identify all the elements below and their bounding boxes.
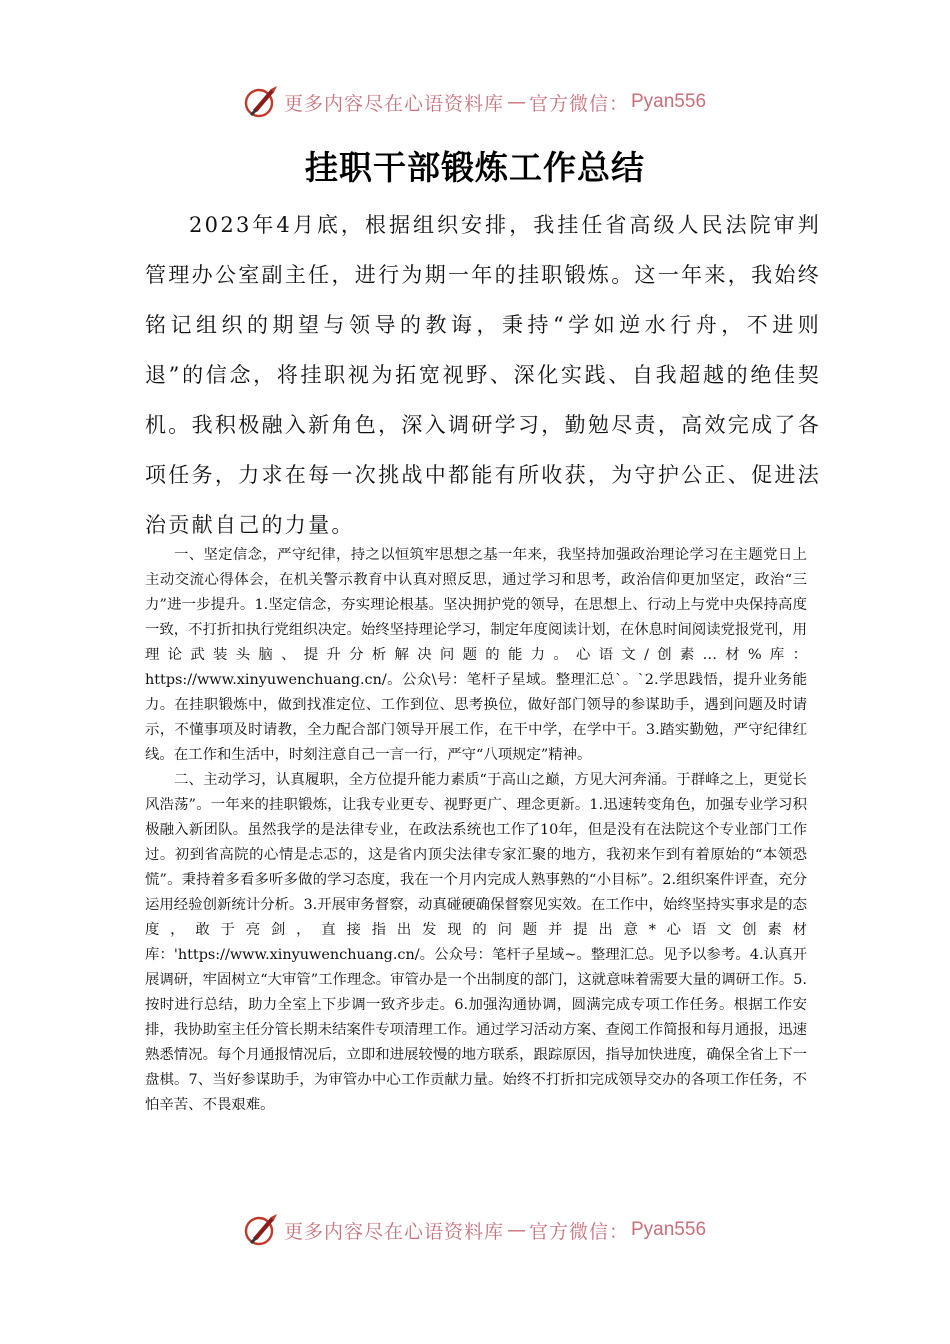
banner-label: 官方微信： (528, 1220, 629, 1243)
page-title: 挂职干部锻炼工作总结 (305, 148, 645, 187)
banner-separator: — (506, 91, 526, 113)
paragraph-section-two: 二、主动学习，认真履职，全方位提升能力素质“于高山之巅，方见大河奔涌。于群峰之上，更觉长风浩荡”。一年来的挂职锻炼，让我专业更专、视野更广、理念更新。1.迅速转变角色，加强专业学习积极融入新团队。虽然我学的是法律专业，在政法系统也工作了10年，但是没有在法院这个专业部门工作过。初到省高院的心情是忐忑的，这是省内顶尖法律专家汇聚的地方，我初来乍到有着原始的“本领恐慌”。秉持着多看多听多做的学习态度，我在一个月内完成人熟事熟的“小目标”。2.组织案件评查，充分运用经验创新统计分析。3.开展审务督察，动真碰硬确保督察见实效。在工作中，始终坚持实事求是的态度，敢于亮剑，直接指出发现的问题并提出意*心语文创素材库：'https://www.xinyuwenchuang.cn/。公众号：笔杆子星域~。整理汇总。见予以参考。4.认真开展调研，牢固树立“大审管”工作理念。审管办是一个出制度的部门，这就意味着需要大量的调研工作。5.按时进行总结，助力全室上下步调一致齐步走。6.加强沟通协调，圆满完成专项工作任务。根据工作安排，我协助室主任分管长期未结案件专项清理工作。通过学习活动方案、查阅工作简报和每月通报，迅速熟悉情况。每个月通报情况后，立即和进展较慢的地方联系，跟踪原因，指导加快进度，确保全省上下一盘棋。7、当好参谋助手，为审管办中心工作贡献力量。始终不打折扣完成领导交办的各项工作任务，不怕辛苦、不畏艰难。 (145, 772, 807, 1113)
banner-separator: — (506, 1219, 526, 1241)
header-banner (0, 80, 950, 124)
body-section (145, 543, 807, 1118)
paragraph-section-one: 一、坚定信念，严守纪律，持之以恒筑牢思想之基一年来，我坚持加强政治理论学习在主题党日上主动交流心得体会，在机关警示教育中认真对照反思，通过学习和思考，政治信仰更加坚定，政治“三力”进一步提升。1.坚定信念，夯实理论根基。坚决拥护党的领导，在思想上、行动上与党中央保持高度一致，不打折扣执行党组织决定。始终坚持理论学习，制定年度阅读计划，在休息时间阅读党报党刊，用理论武装头脑、提升分析解决问题的能力。心语文/创素…材%库：https://www.xinyuwenchuang.cn/。公众\号：笔杆子星域。整理汇总`。`2.学思践悟，提升业务能力。在挂职锻炼中，做到找准定位、工作到位、思考换位，做好部门领导的参谋助手，遇到问题及时请示，不懂事项及时请教，全力配合部门领导开展工作，在干中学，在学中干。3.踏实勤勉，严守纪律红线。在工作和生活中，时刻注意自己一言一行，严守“八项规定”精神。 (145, 547, 807, 763)
intro-paragraph: 2023年4月底，根据组织安排，我挂任省高级人民法院审判管理办公室副主任，进行为期一年的挂职锻炼。这一年来，我始终铭记组织的期望与领导的教诲，秉持“学如逆水行舟，不进则退”的信念，将挂职视为拓宽视野、深化实践、自我超越的绝佳契机。我积极融入新角色，深入调研学习，勤勉尽责，高效完成了各项任务，力求在每一次挑战中都能有所收获，为守护公正、促进法治贡献自己的力量。 (145, 213, 821, 537)
banner-slogan: 更多内容尽在心语资料库 (283, 92, 504, 115)
banner-wechat-id: Pyan556 (631, 91, 707, 112)
banner-wechat-id: Pyan556 (631, 1219, 707, 1240)
quill-logo-icon (244, 1213, 278, 1247)
quill-logo-icon (244, 85, 278, 119)
banner-slogan: 更多内容尽在心语资料库 (283, 1220, 504, 1243)
footer-banner (0, 1208, 950, 1252)
banner-label: 官方微信： (528, 92, 629, 115)
